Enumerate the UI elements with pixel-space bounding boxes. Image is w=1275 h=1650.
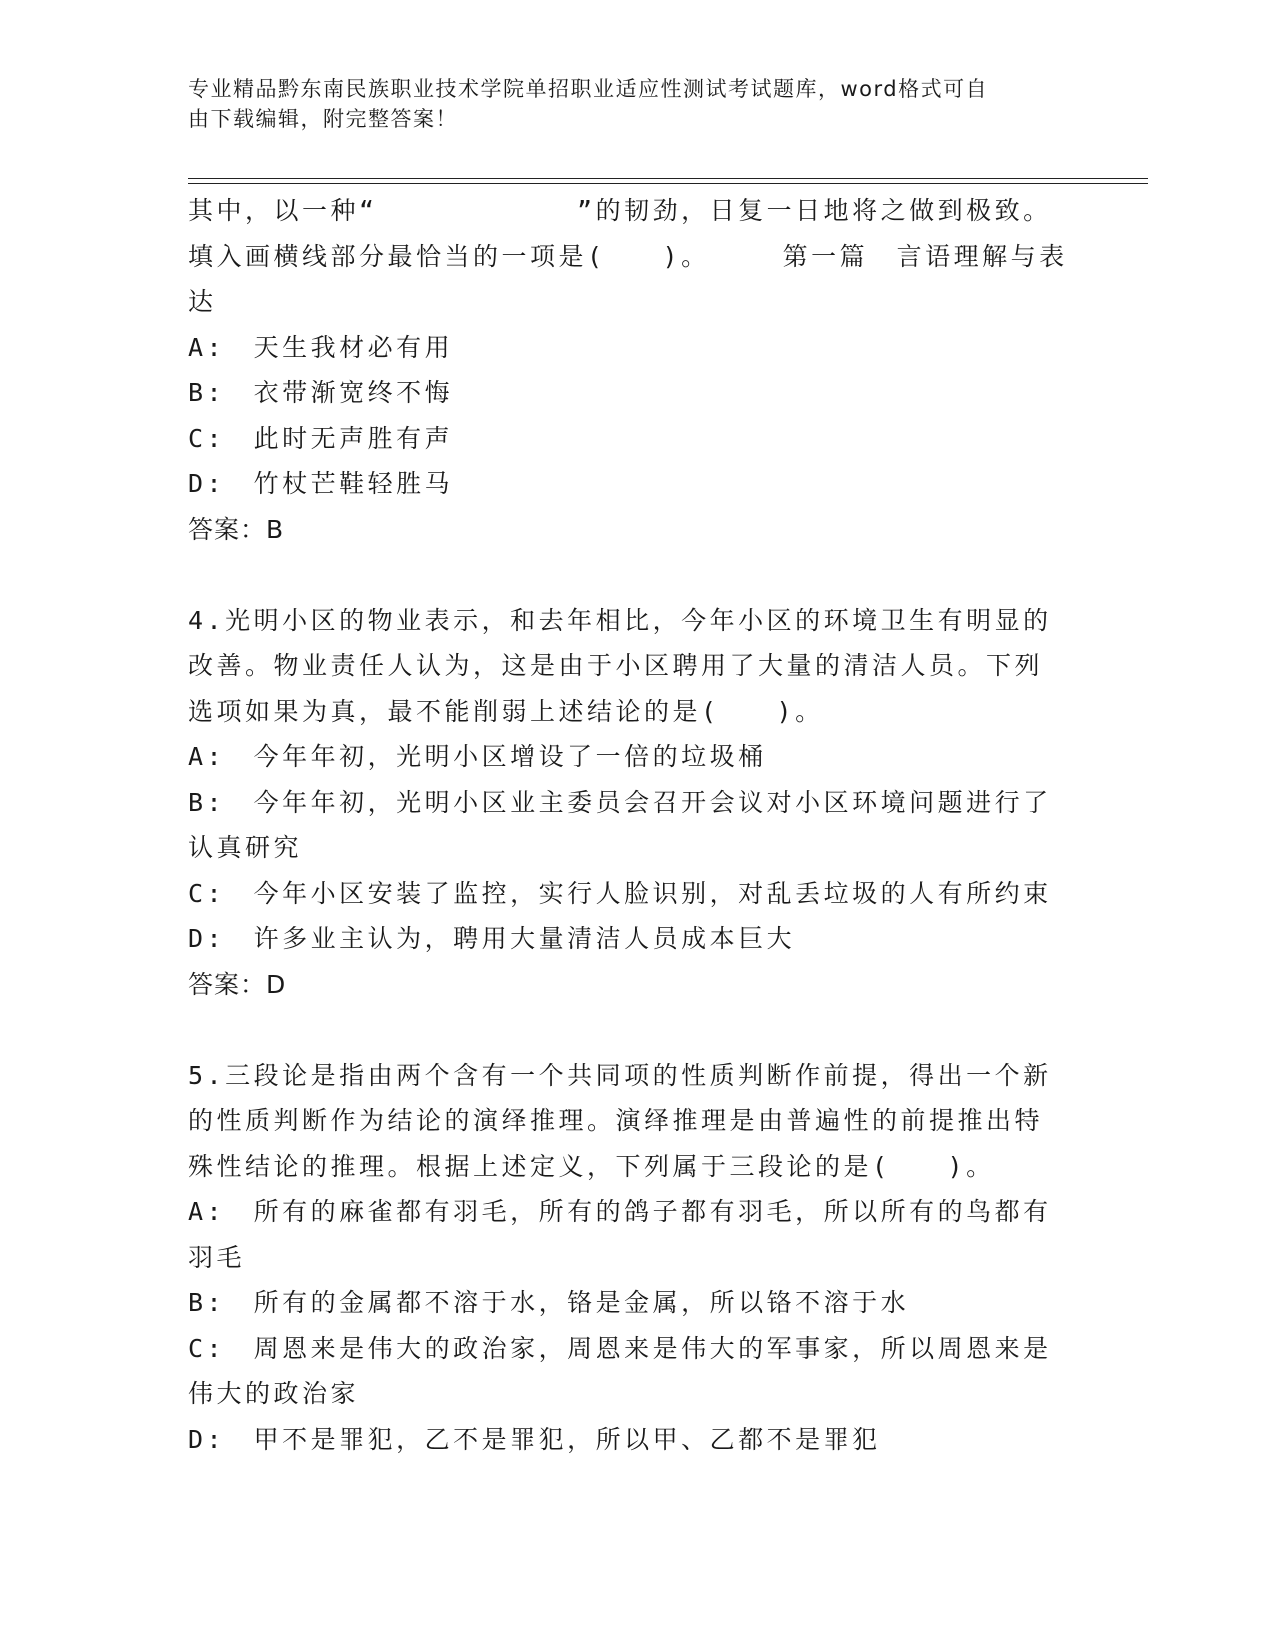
header-line-2: 由下载编辑，附完整答案！ — [188, 107, 458, 131]
question-5-option-c-line-1: C: 周恩来是伟大的政治家，周恩来是伟大的军事家，所以周恩来是 — [188, 1333, 1052, 1363]
question-5-stem-line-3: 殊性结论的推理。根据上述定义，下列属于三段论的是( )。 — [188, 1151, 995, 1181]
question-3-answer: 答案：B — [188, 514, 285, 544]
spacer — [188, 1007, 1068, 1053]
spacer — [188, 552, 1068, 598]
question-4-stem-line-2: 改善。物业责任人认为，这是由于小区聘用了大量的清洁人员。下列 — [188, 651, 1044, 680]
question-4-option-c: C: 今年小区安装了监控，实行人脸识别，对乱丢垃圾的人有所约束 — [188, 878, 1052, 908]
question-4-stem-line-3: 选项如果为真，最不能削弱上述结论的是( )。 — [188, 696, 824, 726]
question-4-option-b-line-2: 认真研究 — [188, 833, 303, 862]
question-3-stem-line-3: 达 — [188, 287, 217, 316]
question-4 — [188, 598, 1068, 1008]
question-5-stem-line-1: 5.三段论是指由两个含有一个共同项的性质判断作前提，得出一个新 — [188, 1060, 1052, 1090]
question-4-stem-line-1: 4.光明小区的物业表示，和去年相比，今年小区的环境卫生有明显的 — [188, 605, 1052, 635]
header-divider-top — [188, 178, 1148, 179]
question-4-option-b-line-1: B: 今年年初，光明小区业主委员会召开会议对小区环境问题进行了 — [188, 787, 1052, 817]
question-3-stem-line-2: 填入画横线部分最恰当的一项是( )。 第一篇 言语理解与表 — [188, 241, 1068, 271]
question-4-option-d: D: 许多业主认为，聘用大量清洁人员成本巨大 — [188, 924, 796, 953]
question-3-stem-line-1: 其中，以一种“ ”的韧劲，日复一日地将之做到极致。 — [188, 196, 1052, 225]
question-4-option-a: A: 今年年初，光明小区增设了一倍的垃圾桶 — [188, 742, 767, 771]
question-5-stem-line-2: 的性质判断作为结论的演绎推理。演绎推理是由普遍性的前提推出特 — [188, 1106, 1044, 1135]
question-3 — [188, 188, 1068, 552]
question-5-option-c-line-2: 伟大的政治家 — [188, 1379, 360, 1408]
question-3-option-a: A: 天生我材必有用 — [188, 332, 454, 362]
header-divider-bottom — [188, 183, 1148, 184]
question-4-answer: 答案：D — [188, 969, 287, 999]
question-3-option-b: B: 衣带渐宽终不悔 — [188, 378, 454, 407]
document-body — [188, 188, 1068, 1462]
question-3-option-d: D: 竹杖芒鞋轻胜马 — [188, 469, 454, 498]
question-5-option-a-line-2: 羽毛 — [188, 1242, 246, 1272]
question-5 — [188, 1053, 1068, 1463]
header-line-1: 专业精品黔东南民族职业技术学院单招职业适应性测试考试题库，word格式可自 — [188, 77, 989, 101]
question-5-option-a-line-1: A: 所有的麻雀都有羽毛，所有的鸽子都有羽毛，所以所有的鸟都有 — [188, 1197, 1052, 1226]
document-header — [188, 74, 1068, 134]
question-3-option-c: C: 此时无声胜有声 — [188, 423, 454, 453]
question-5-option-b: B: 所有的金属都不溶于水，铬是金属，所以铬不溶于水 — [188, 1288, 910, 1317]
question-5-option-d: D: 甲不是罪犯，乙不是罪犯，所以甲、乙都不是罪犯 — [188, 1424, 881, 1454]
